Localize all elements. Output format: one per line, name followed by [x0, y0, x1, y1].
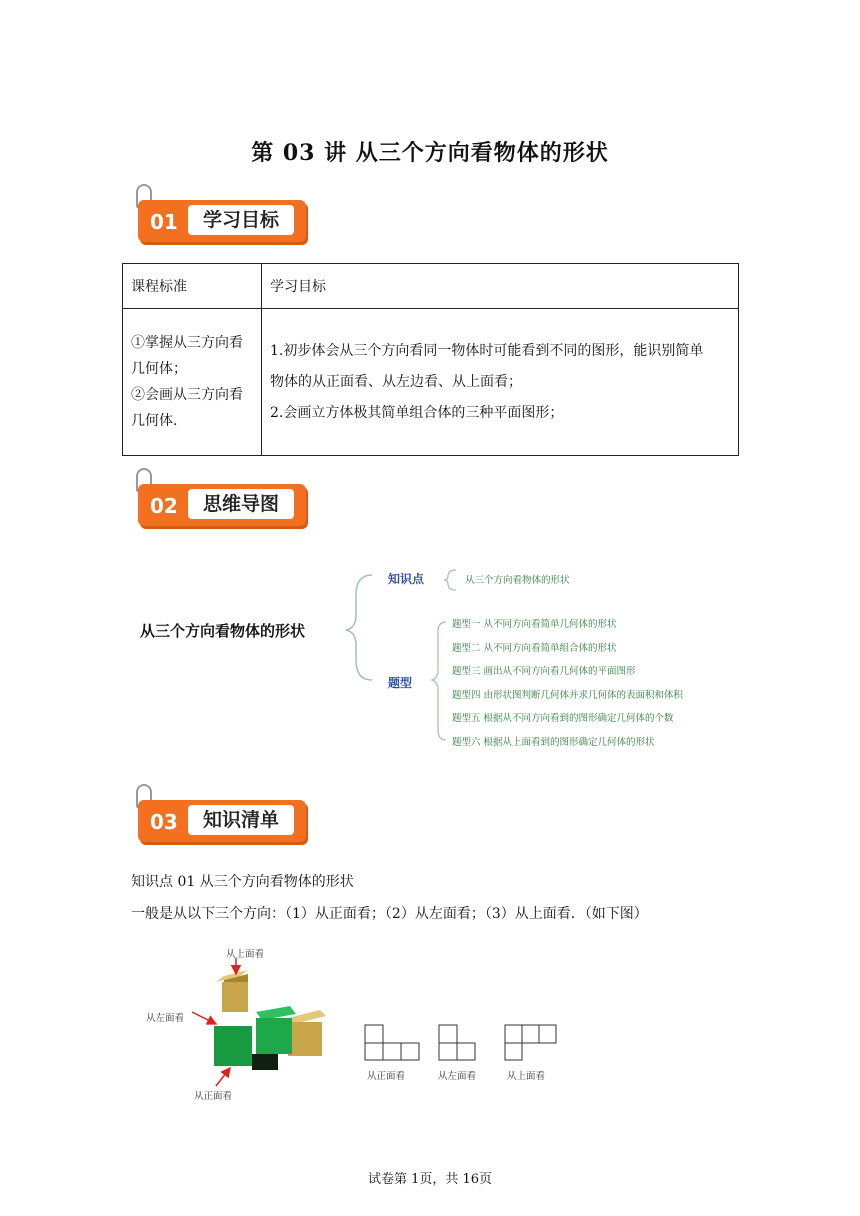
- goal-line: 物体的从正面看、从左边看、从上面看；: [270, 373, 522, 390]
- leaf: 题型一 从不同方向看简单几何体的形状: [452, 619, 617, 630]
- standard-line: 几何体.: [131, 413, 178, 429]
- table-header-goal: 学习目标: [262, 264, 739, 309]
- objectives-table: [122, 263, 739, 456]
- table-cell-goal: [262, 309, 739, 456]
- knowledge-text: 一般是从以下三个方向：（1）从正面看；（2）从左面看；（3）从上面看．（如下图）: [131, 906, 648, 922]
- page-footer: 试卷第 1页，共 16页: [367, 1172, 493, 1187]
- section-label: 思维导图: [188, 489, 294, 519]
- goal-line: 1.初步体会从三个方向看同一物体时可能看到不同的图形，能识别简单: [270, 342, 704, 359]
- section-number: 03: [150, 810, 178, 834]
- leaf: 题型五 根据从不同方向看到的图形确定几何体的个数: [452, 713, 674, 724]
- mind-map-braces: [0, 540, 860, 760]
- standard-line: 几何体；: [131, 361, 187, 377]
- section-number: 01: [150, 210, 178, 234]
- leaf: 题型六 根据从上面看到的图形确定几何体的形状: [452, 737, 655, 748]
- mind-map-root: 从三个方向看物体的形状: [140, 622, 306, 640]
- green-cube-center: [256, 1018, 292, 1054]
- leaf: 从三个方向看物体的形状: [465, 575, 570, 586]
- knowledge-heading: 知识点 01 从三个方向看物体的形状: [131, 874, 354, 890]
- view-caption-left: 从左面看: [438, 1071, 477, 1082]
- section-label: 学习目标: [188, 205, 294, 235]
- table-cell-standard: [123, 309, 262, 456]
- green-cube-front: [214, 1026, 252, 1066]
- standard-line: ②会画从三方向看: [131, 387, 243, 403]
- section-number: 02: [150, 494, 178, 518]
- view-caption-top: 从上面看: [507, 1071, 546, 1082]
- leaf: 题型三 画出从不同方向看几何体的平面图形: [452, 666, 636, 677]
- goal-line: 2.会画立方体极其简单组合体的三种平面图形；: [270, 404, 564, 421]
- mind-map: [0, 540, 860, 760]
- arrow-label-left: 从左面看: [146, 1013, 185, 1024]
- tan-cube-right: [288, 1022, 322, 1056]
- table-header-standard: 课程标准: [123, 264, 262, 309]
- leaf: 题型二 从不同方向看简单组合体的形状: [452, 643, 617, 654]
- three-views: [360, 1020, 570, 1065]
- arrow-label-front: 从正面看: [194, 1091, 233, 1102]
- leaf: 题型四 由形状图判断几何体并求几何体的表面积和体积: [452, 690, 684, 701]
- section-label: 知识清单: [188, 805, 294, 835]
- view-caption-front: 从正面看: [367, 1071, 406, 1082]
- arrow-label-top: 从上面看: [226, 949, 265, 960]
- branch-knowledge: 知识点: [388, 572, 425, 586]
- tan-cube: [216, 970, 248, 1012]
- cube-shadow: [252, 1054, 278, 1070]
- branch-question-types: 题型: [388, 676, 413, 690]
- page-title: 第 03 讲 从三个方向看物体的形状: [251, 140, 609, 166]
- standard-line: ①掌握从三方向看: [131, 335, 243, 351]
